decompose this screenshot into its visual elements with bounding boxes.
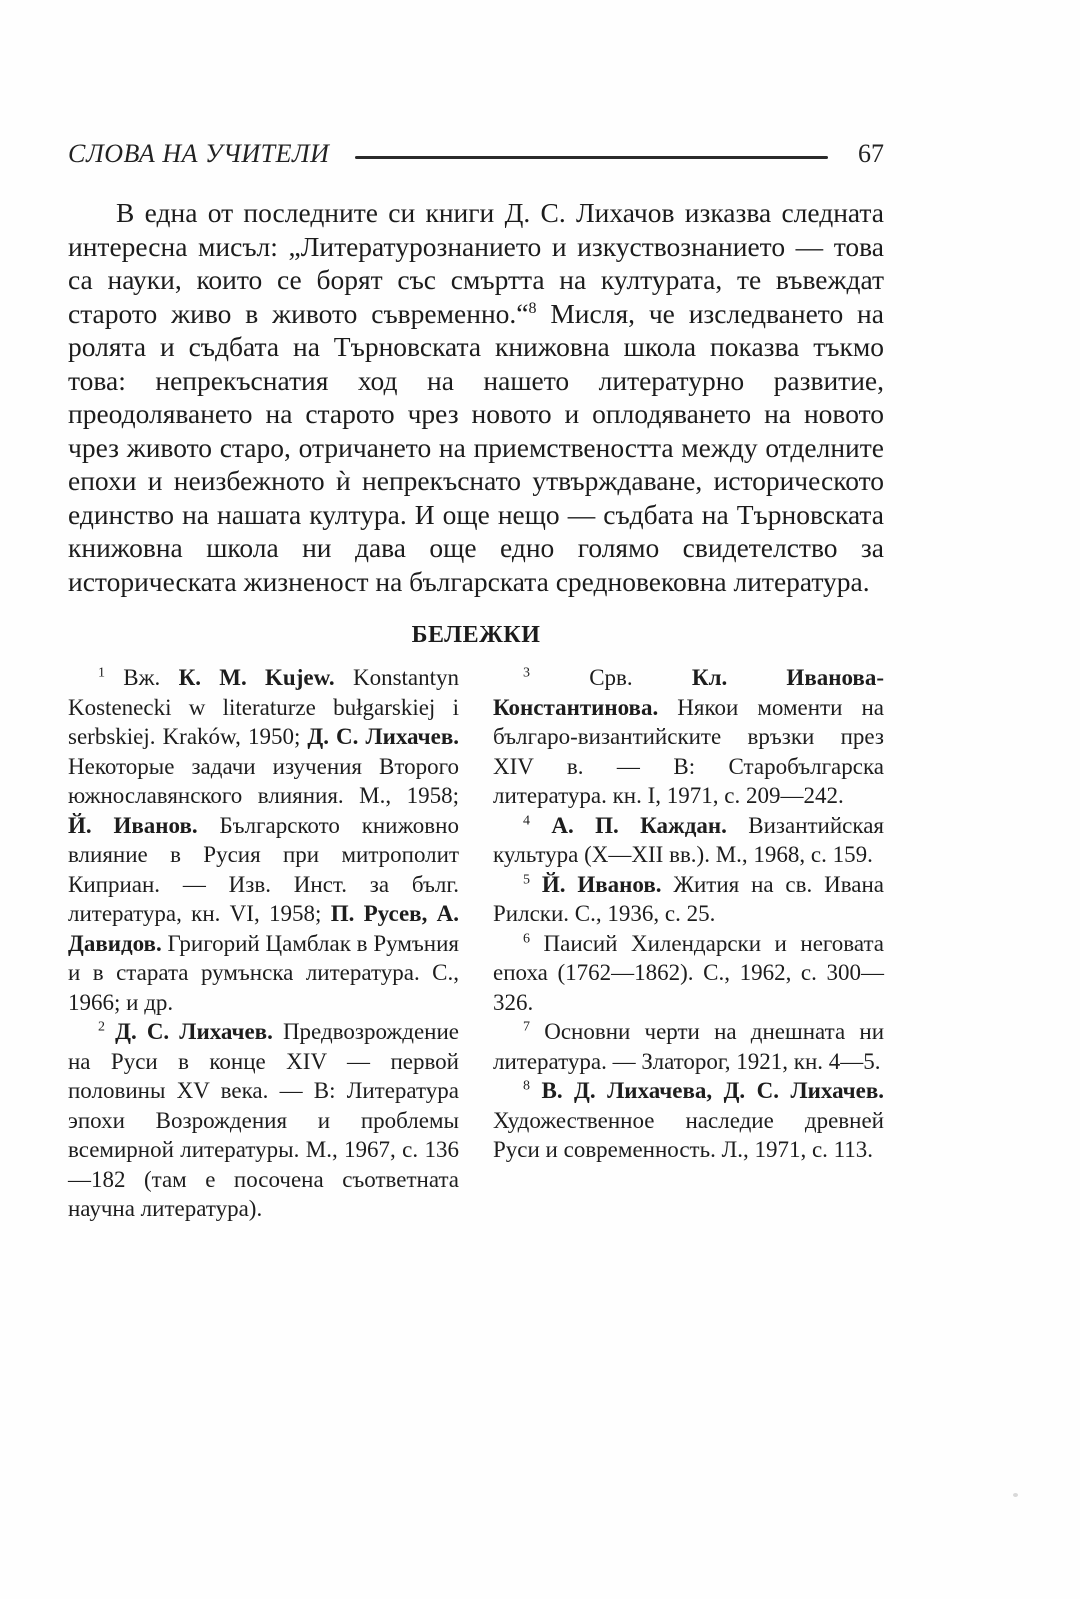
footnotes-column-right xyxy=(493,663,884,1224)
footnote-6: $^6$ Паисий Хилендарски и неговата епоха (1762—1862). С., 1962, с. 300—326. xyxy=(493,930,884,1015)
text-block xyxy=(68,0,884,1224)
footnote-8: $^8$ В. Д. Лихачева, Д. С. Лихачев. Художественное наследие древней Руси и современность. Л., 1971, с. 113. xyxy=(493,1078,884,1162)
footnote-1: $^1$ Вж. К. М. Kujew. Konstantyn Kostenecki w literaturze bułgarskiej i serbskiej. Kraków, 1950; Д. С. Лихачев. Некоторые задачи изучения Второго южнославянского влияния. М., 1958; Й. Иванов. Българското книжовно влияние в Русия при митрополит Киприан. — Изв. Инст. за бълг. литература, кн. VI, 1958; П. Русев, А. Давидов. Григорий Цамблак в Румъния и в старата румънска литература. С., 1966; и др. xyxy=(68,665,460,1015)
body-paragraph: В една от последните си книги Д. С. Лихачов изказва следната интересна мисъл: „Литературознанието и изкуствознанието — това са науки, които се борят със смъртта на културата, те въвеждат старото живо в живото съвременно.“$^8$ Мисля, че изследването на ролята и съдбата на Търновската книжовна школа показва тъкмо това: непрекъснатия ход на нашето литературно развитие, преодоляването на старото чрез новото и оплодяването на новото чрез живото старо, отричането на приемствеността между отделните епохи и неизбежното ѝ непрекъснато утвърждаване, историческото единство на нашата култура. И още нещо — съдбата на Търновската книжовна школа ни дава още едно голямо свидетелство за историческата жизненост на българската средновековна литература. xyxy=(68,197,884,597)
scan-artifact xyxy=(1013,1493,1018,1497)
page-header xyxy=(68,138,884,170)
footnote-2: $^2$ Д. С. Лихачев. Предвозрождение на Руси в конце XIV — первой половины XV века. — В: Литература эпохи Возрождения и проблемы всемирной литературы. М., 1967, с. 136—182 (там е посочена съответната научна литература). xyxy=(68,1019,460,1221)
header-rule xyxy=(355,156,828,159)
footnotes-section xyxy=(68,663,884,1224)
footnote-7: $^7$ Основни черти на днешната ни литература. — Златорог, 1921, кн. 4—5. xyxy=(493,1019,885,1074)
running-head: СЛОВА НА УЧИТЕЛИ xyxy=(68,139,330,168)
notes-heading: БЕЛЕЖКИ xyxy=(411,622,541,648)
page-number: 67 xyxy=(858,139,884,168)
footnote-5: $^5$ Й. Иванов. Жития на св. Ивана Рилски. С., 1936, с. 25. xyxy=(493,871,884,926)
footnotes-column-left xyxy=(68,663,459,1224)
footnote-3: $^3$ Срв. Кл. Иванова-Константинова. Някои моменти на българо-византийските връзки през XIV в. — В: Старобългарска литература. кн. I, 1971, с. 209—242. xyxy=(493,665,885,808)
footnote-4: $^4$ А. П. Каждан. Византийская культура (X—XII вв.). М., 1968, с. 159. xyxy=(493,812,884,867)
